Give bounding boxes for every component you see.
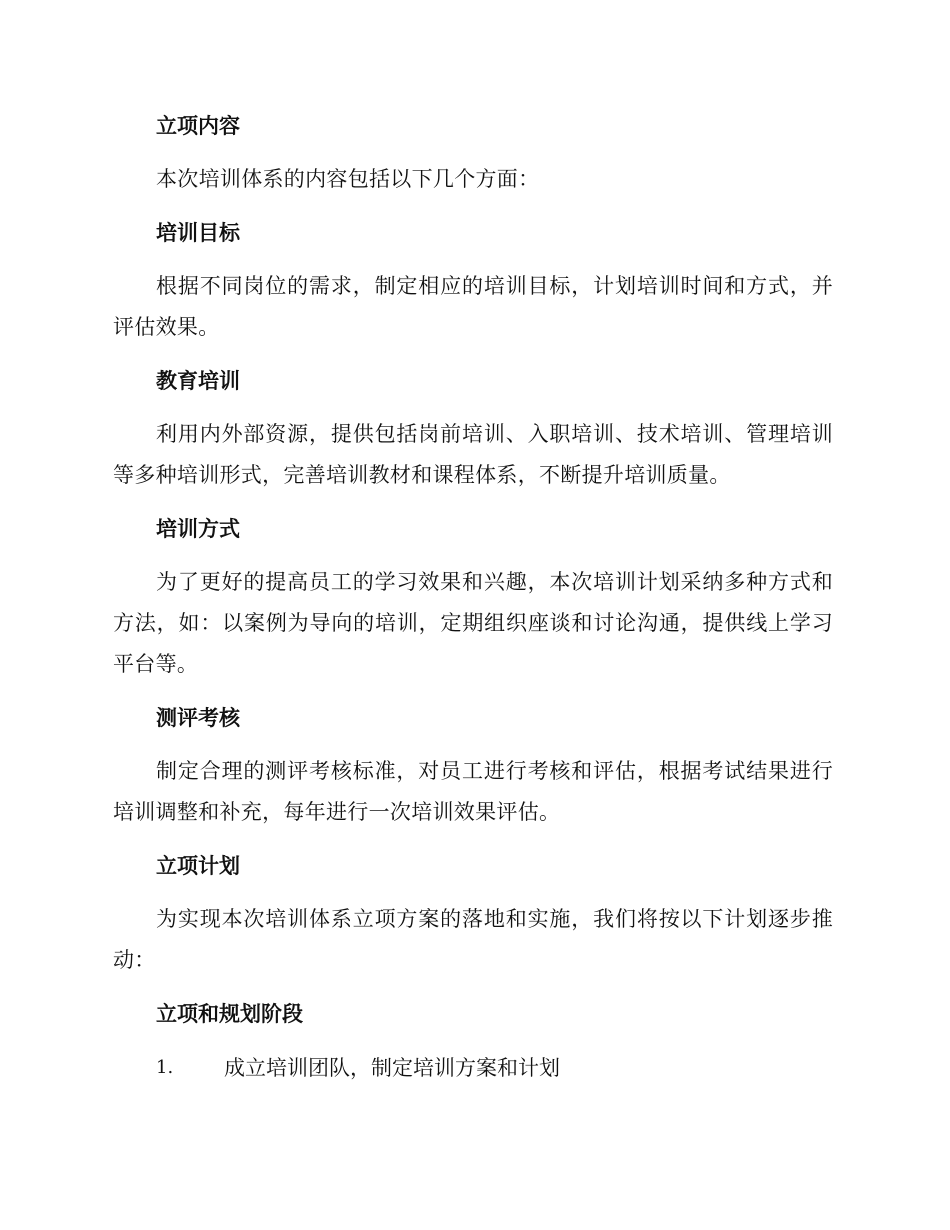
document-page xyxy=(113,105,833,1089)
paragraph-intro: 本次培训体系的内容包括以下几个方面： xyxy=(156,167,540,191)
paragraph-assessment: 制定合理的测评考核标准，对员工进行考核和评估，根据考试结果进行培训调整和补充，每年进行一次培训效果评估。 xyxy=(113,759,833,824)
section-heading-training-goals: 培训目标 xyxy=(156,221,240,245)
list-item-number: 1. xyxy=(156,1057,174,1078)
section-heading-training-methods: 培训方式 xyxy=(156,517,240,541)
list-item-text: 成立培训团队，制定培训方案和计划 xyxy=(224,1056,560,1080)
paragraph-project-plan: 为实现本次培训体系立项方案的落地和实施，我们将按以下计划逐步推动： xyxy=(113,907,833,972)
paragraph-education-training: 利用内外部资源，提供包括岗前培训、入职培训、技术培训、管理培训等多种培训形式，完善培训教材和课程体系，不断提升培训质量。 xyxy=(113,422,833,487)
section-heading-assessment: 测评考核 xyxy=(156,706,240,730)
list-item xyxy=(113,1047,833,1089)
section-heading-project-plan: 立项计划 xyxy=(156,854,240,878)
paragraph-training-goals: 根据不同岗位的需求，制定相应的培训目标，计划培训时间和方式，并评估效果。 xyxy=(113,274,833,339)
section-heading-education-training: 教育培训 xyxy=(156,369,240,393)
section-heading-planning-stage: 立项和规划阶段 xyxy=(156,1002,303,1026)
paragraph-training-methods: 为了更好的提高员工的学习效果和兴趣，本次培训计划采纳多种方式和方法，如：以案例为导向的培训，定期组织座谈和讨论沟通，提供线上学习平台等。 xyxy=(113,570,833,676)
section-heading-project-content: 立项内容 xyxy=(156,114,240,138)
